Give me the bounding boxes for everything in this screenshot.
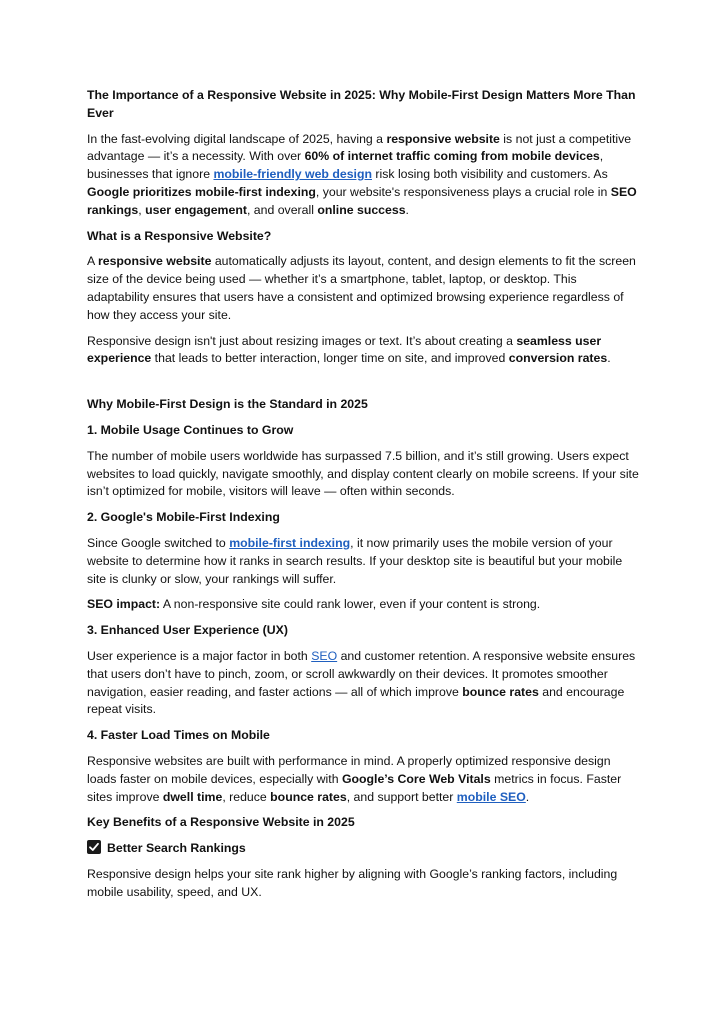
mobile-usage-paragraph: The number of mobile users worldwide has surpassed 7.5 billion, and it’s still growing. Users expect websites to load quickly, navigate smoothly, and display content clearly on mobile screens. If your site isn’t optimized for mobile, visitors will leave — often within seconds. bbox=[87, 448, 639, 499]
load-times-paragraph bbox=[87, 753, 639, 806]
intro-paragraph bbox=[87, 131, 639, 220]
bold-run: user engagement bbox=[145, 202, 247, 217]
mobile-seo-link[interactable]: mobile SEO bbox=[456, 789, 526, 804]
bold-run: responsive website bbox=[97, 254, 212, 269]
text-run: , reduce bbox=[222, 789, 271, 804]
better-rankings-paragraph: Responsive design helps your site rank higher by aligning with Google’s ranking factors, including mobile usability, speed, and UX. bbox=[87, 866, 618, 899]
text-run: , businesses that ignore bbox=[87, 149, 604, 182]
bold-run: Google’s Core Web Vitals bbox=[341, 771, 491, 786]
bold-run: SEO rankings bbox=[87, 184, 637, 217]
text-run: that leads to better interaction, longer time on site, and improved bbox=[151, 351, 509, 366]
benefit-item-better-rankings bbox=[87, 840, 639, 858]
section-heading-why: Why Mobile-First Design is the Standard in 2025 bbox=[87, 397, 368, 412]
text-run: automatically adjusts its layout, content, and design elements to fit the screen size of the device being used — whether it’s a smartphone, tablet, laptop, or desktop. This adaptability ensures that users have a consistent and optimized browsing experience regardless of how they access your site. bbox=[87, 254, 636, 322]
bold-run: bounce rates bbox=[462, 684, 539, 699]
subheading-mobile-usage: 1. Mobile Usage Continues to Grow bbox=[87, 422, 294, 437]
subheading-ux: 3. Enhanced User Experience (UX) bbox=[87, 623, 288, 638]
section-heading-benefits: Key Benefits of a Responsive Website in 2025 bbox=[87, 815, 355, 830]
text-run: , your website's responsiveness plays a crucial role in bbox=[315, 184, 611, 199]
text-run: User experience is a major factor in both bbox=[87, 648, 312, 663]
what-is-paragraph-2 bbox=[87, 333, 639, 369]
document-title: The Importance of a Responsive Website in 2025: Why Mobile-First Design Matters More Than Ever bbox=[87, 88, 636, 120]
subheading-mobile-first-indexing: 2. Google's Mobile-First Indexing bbox=[87, 510, 280, 525]
text-run: A bbox=[87, 254, 98, 269]
what-is-paragraph-1 bbox=[87, 253, 639, 324]
check-box-icon bbox=[87, 840, 101, 854]
bold-run: seamless user experience bbox=[87, 333, 602, 366]
text-run: Responsive websites are built with performance in mind. A properly optimized responsive design loads faster on mobile devices, especially with bbox=[87, 753, 611, 786]
indexing-paragraph bbox=[87, 535, 639, 588]
bold-run: Google prioritizes mobile-first indexing bbox=[87, 184, 316, 199]
bold-run: online success bbox=[317, 202, 406, 217]
text-run: and customer retention. A responsive website ensures that users don’t have to pinch, zoom, or scroll awkwardly on their devices. It promotes smoother navigation, easier reading, and faster actions — all of which improve bbox=[87, 648, 636, 699]
text-run: A non-responsive site could rank lower, even if your content is strong. bbox=[160, 597, 541, 612]
bold-run: dwell time bbox=[162, 789, 223, 804]
bold-run: bounce rates bbox=[270, 789, 347, 804]
text-run: is not just a competitive advantage — it’s a necessity. With over bbox=[87, 131, 632, 164]
text-run: Responsive design isn't just about resizing images or text. It’s about creating a bbox=[87, 333, 517, 348]
text-run: , and support better bbox=[346, 789, 457, 804]
benefit-label: Better Search Rankings bbox=[107, 841, 246, 856]
text-run: In the fast-evolving digital landscape of 2025, having a bbox=[87, 131, 387, 146]
mobile-friendly-link[interactable]: mobile-friendly web design bbox=[213, 167, 372, 182]
text-run: . bbox=[525, 789, 530, 804]
bold-run: responsive website bbox=[386, 131, 500, 146]
text-run: , and overall bbox=[246, 202, 318, 217]
text-run: , it now primarily uses the mobile version of your website to determine how it ranks in search results. If your desktop site is beautiful but your mobile site is clunky or slow, your rankings will suffer. bbox=[87, 535, 623, 586]
text-run: . bbox=[405, 202, 409, 217]
subheading-load-times: 4. Faster Load Times on Mobile bbox=[87, 728, 270, 743]
mobile-first-indexing-link[interactable]: mobile-first indexing bbox=[229, 535, 351, 550]
text-run: and encourage repeat visits. bbox=[87, 684, 625, 717]
text-run: . bbox=[607, 351, 611, 366]
text-run: Since Google switched to bbox=[87, 535, 230, 550]
bold-run: conversion rates bbox=[508, 351, 608, 366]
text-run: metrics in focus. Faster sites improve bbox=[87, 771, 622, 804]
seo-link[interactable]: SEO bbox=[311, 648, 338, 663]
text-run: risk losing both visibility and customers. As bbox=[371, 167, 608, 182]
section-heading-what-is: What is a Responsive Website? bbox=[87, 228, 272, 243]
ux-paragraph bbox=[87, 648, 639, 719]
seo-impact-paragraph bbox=[87, 596, 639, 614]
text-run: , bbox=[138, 202, 146, 217]
seo-impact-label: SEO impact: bbox=[87, 597, 161, 612]
bold-run: 60% of internet traffic coming from mobile devices bbox=[304, 149, 600, 164]
